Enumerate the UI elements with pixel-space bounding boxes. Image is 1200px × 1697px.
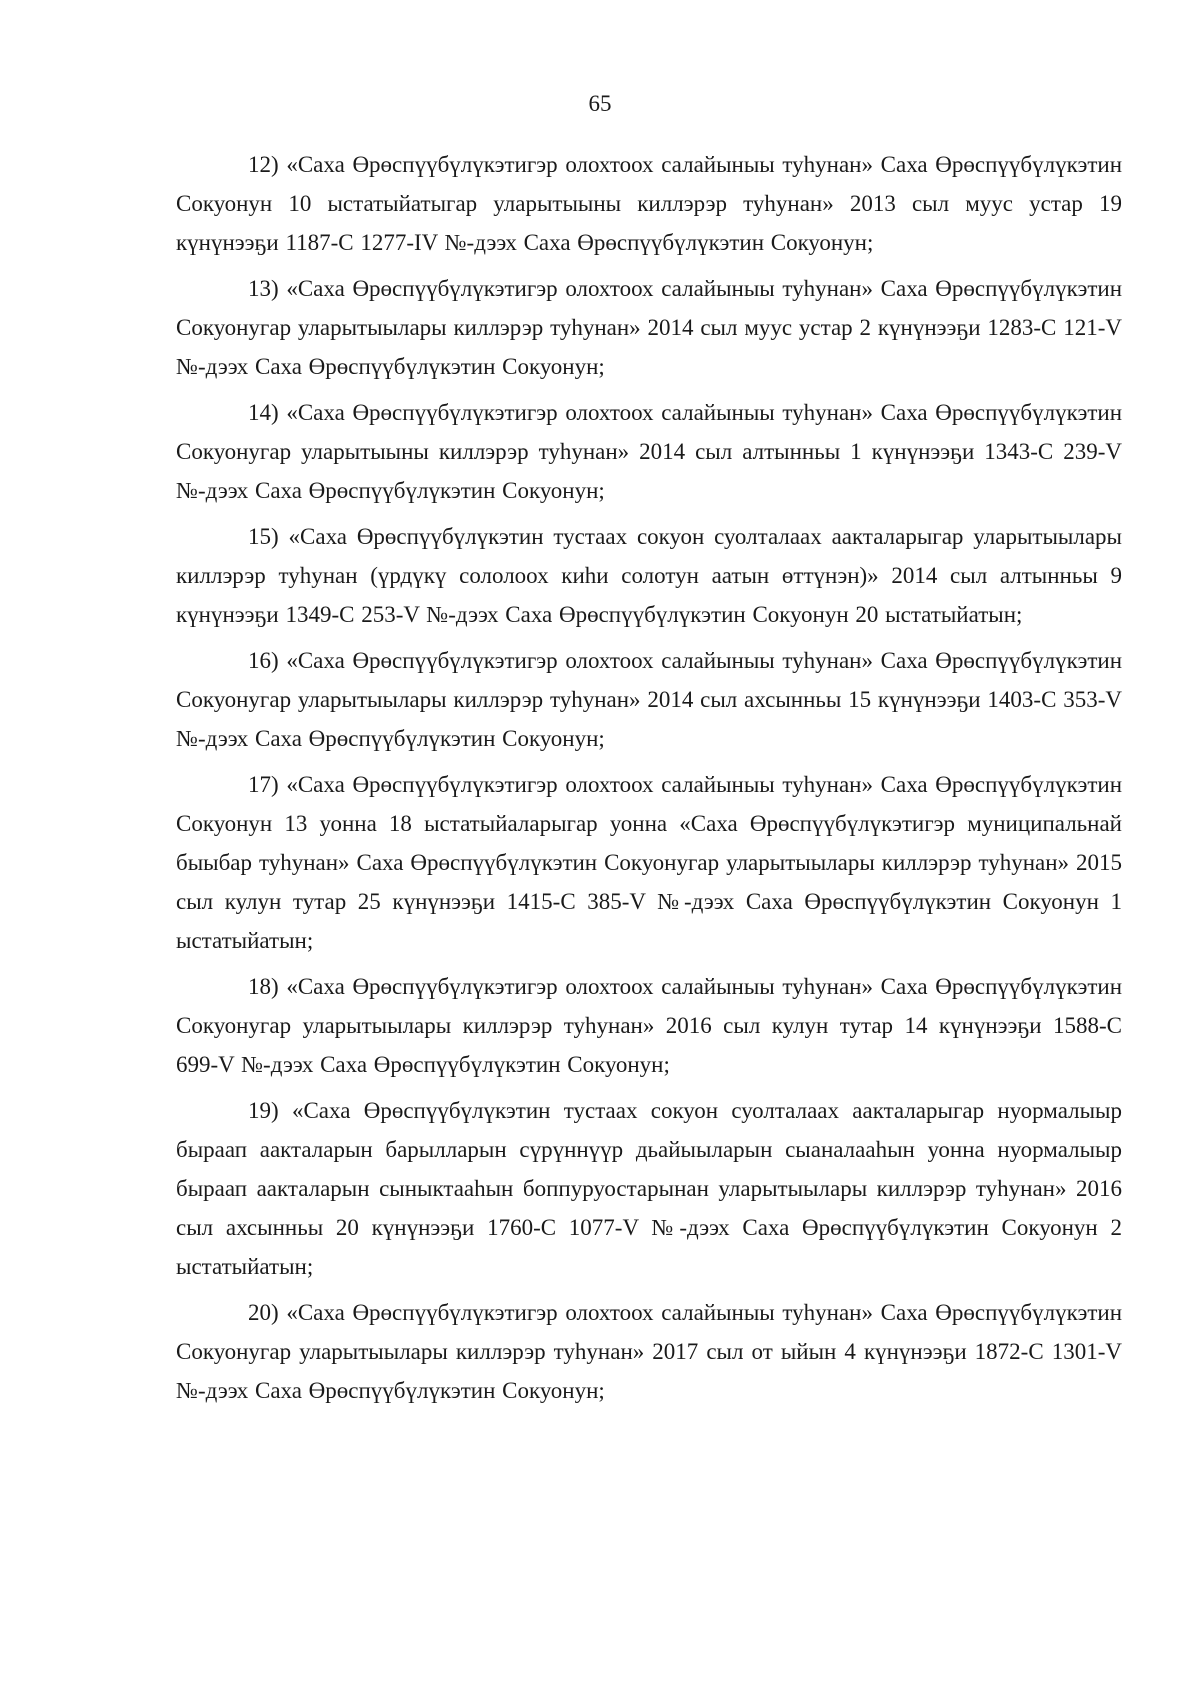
list-item: 19) «Саха Өрөспүүбүлүкэтин тустаах сокуон суолталаах аакталарыгар нуормалыыр быраап аакталарын барылларын сүрүннүүр дьайыыларын сыаналааһын уонна нуормалыыр быраап аакталарын сыныктааһын боппуруостарынан уларытыылары киллэрэр туһунан» 2016 сыл ахсынньы 20 күнүнээҕи 1760-С 1077-V №-дээх Саха Өрөспүүбүлүкэтин Сокуонун 2 ыстатыйатын; xyxy=(176,1098,1122,1279)
list-item: 14) «Саха Өрөспүүбүлүкэтигэр олохтоох салайыныы туһунан» Саха Өрөспүүбүлүкэтин Сокуонугар уларытыыны киллэрэр туһунан» 2014 сыл алтынньы 1 күнүнээҕи 1343-С 239-V №-дээх Саха Өрөспүүбүлүкэтин Сокуонун; xyxy=(176,400,1122,503)
list-item: 20) «Саха Өрөспүүбүлүкэтигэр олохтоох салайыныы туһунан» Саха Өрөспүүбүлүкэтин Сокуонугар уларытыылары киллэрэр туһунан» 2017 сыл от ыйын 4 күнүнээҕи 1872-С 1301-V №-дээх Саха Өрөспүүбүлүкэтин Сокуонун; xyxy=(176,1300,1122,1403)
list-item: 12) «Саха Өрөспүүбүлүкэтигэр олохтоох салайыныы туһунан» Саха Өрөспүүбүлүкэтин Сокуонун 10 ыстатыйатыгар уларытыыны киллэрэр туһунан» 2013 сыл муус устар 19 күнүнээҕи 1187-С 1277-IV №-дээх Саха Өрөспүүбүлүкэтин Сокуонун; xyxy=(176,152,1122,255)
list-item: 18) «Саха Өрөспүүбүлүкэтигэр олохтоох салайыныы туһунан» Саха Өрөспүүбүлүкэтин Сокуонугар уларытыылары киллэрэр туһунан» 2016 сыл кулун тутар 14 күнүнээҕи 1588-С 699-V №-дээх Саха Өрөспүүбүлүкэтин Сокуонун; xyxy=(176,974,1122,1077)
list-item: 16) «Саха Өрөспүүбүлүкэтигэр олохтоох салайыныы туһунан» Саха Өрөспүүбүлүкэтин Сокуонугар уларытыылары киллэрэр туһунан» 2014 сыл ахсынньы 15 күнүнээҕи 1403-С 353-V №-дээх Саха Өрөспүүбүлүкэтин Сокуонун; xyxy=(176,648,1122,751)
list-item: 17) «Саха Өрөспүүбүлүкэтигэр олохтоох салайыныы туһунан» Саха Өрөспүүбүлүкэтин Сокуонун 13 уонна 18 ыстатыйаларыгар уонна «Саха Өрөспүүбүлүкэтигэр муниципальнай быыбар туһунан» Саха Өрөспүүбүлүкэтин Сокуонугар уларытыылары киллэрэр туһунан» 2015 сыл кулун тутар 25 күнүнээҕи 1415-С 385-V №-дээх Саха Өрөспүүбүлүкэтин Сокуонун 1 ыстатыйатын; xyxy=(176,772,1122,953)
list-item: 15) «Саха Өрөспүүбүлүкэтин тустаах сокуон суолталаах аакталарыгар уларытыылары киллэрэр туһунан (үрдүкү сололоох киһи солотун аатын өттүнэн)» 2014 сыл алтынньы 9 күнүнээҕи 1349-С 253-V №-дээх Саха Өрөспүүбүлүкэтин Сокуонун 20 ыстатыйатын; xyxy=(176,524,1122,627)
page-number: 65 xyxy=(588,91,612,116)
document-body xyxy=(176,145,1122,1417)
list-item: 13) «Саха Өрөспүүбүлүкэтигэр олохтоох салайыныы туһунан» Саха Өрөспүүбүлүкэтин Сокуонугар уларытыылары киллэрэр туһунан» 2014 сыл муус устар 2 күнүнээҕи 1283-С 121-V №-дээх Саха Өрөспүүбүлүкэтин Сокуонун; xyxy=(176,276,1122,379)
